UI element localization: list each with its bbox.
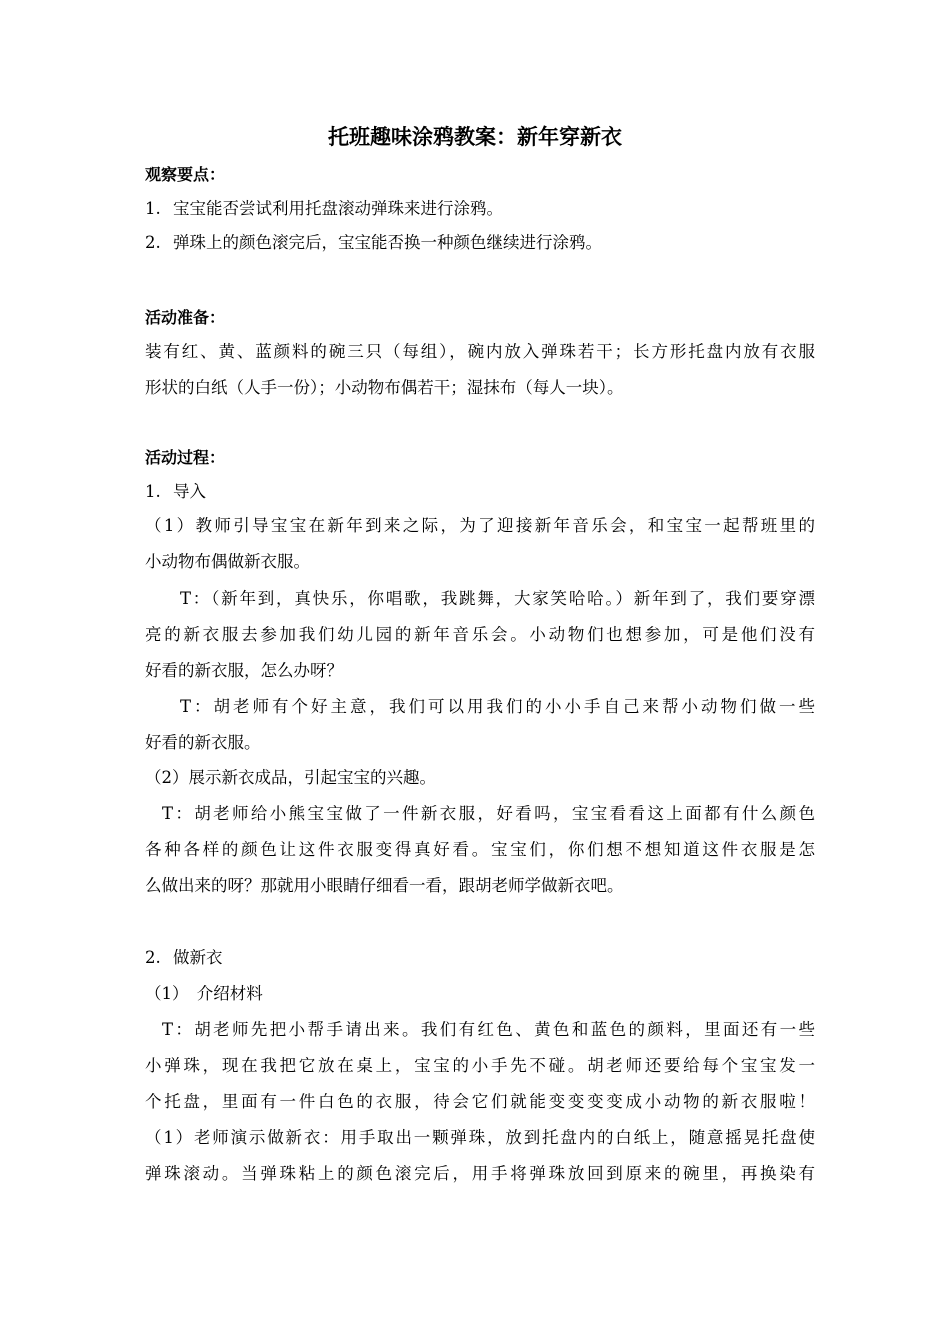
observe-item-1-num: 1. [145, 199, 161, 218]
observe-item-1 [145, 197, 815, 221]
process-line-6: T：胡老师有个好主意，我们可以用我们的小小手自己来帮小动物们做一些 [180, 697, 815, 716]
step-1 [145, 480, 815, 504]
step-1-label: 导入 [173, 482, 206, 501]
step-2-num: 2. [145, 948, 161, 967]
process-line-5: 好看的新衣服，怎么办呀？ [145, 661, 343, 680]
process-line-2: 小动物布偶做新衣服。 [145, 552, 310, 571]
process-line-11: 么做出来的呀？那就用小眼睛仔细看一看，跟胡老师学做新衣吧。 [145, 876, 624, 895]
process-line-8: （2）展示新衣成品，引起宝宝的兴趣。 [145, 768, 436, 787]
observe-item-2-text: 弹珠上的颜色滚完后，宝宝能否换一种颜色继续进行涂鸦。 [173, 233, 602, 252]
step-1-num: 1. [145, 482, 161, 501]
process2-line-4: （1）老师演示做新衣：用手取出一颗弹珠，放到托盘内的白纸上，随意摇晃托盘使 [145, 1128, 815, 1147]
observe-heading: 观察要点： [145, 165, 226, 184]
process2-line-3: 个托盘，里面有一件白色的衣服，待会它们就能变变变变成小动物的新衣服啦！ [145, 1092, 815, 1111]
prepare-line-1: 装有红、黄、蓝颜料的碗三只（每组），碗内放入弹珠若干；长方形托盘内放有衣服 [145, 342, 815, 361]
observe-item-1-text: 宝宝能否尝试利用托盘滚动弹珠来进行涂鸦。 [173, 199, 503, 218]
process-line-7: 好看的新衣服。 [145, 733, 261, 752]
process-heading: 活动过程： [145, 448, 226, 467]
process2-line-5: 弹珠滚动。当弹珠粘上的颜色滚完后，用手将弹珠放回到原来的碗里，再换染有 [145, 1164, 815, 1183]
process-line-4: 亮的新衣服去参加我们幼儿园的新年音乐会。小动物们也想参加，可是他们没有 [145, 625, 815, 644]
page-title: 托班趣味涂鸦教案：新年穿新衣 [328, 125, 622, 149]
observe-item-2 [145, 231, 815, 255]
step-2 [145, 946, 815, 970]
process2-line-1: T：胡老师先把小帮手请出来。我们有红色、黄色和蓝色的颜料，里面还有一些 [162, 1020, 815, 1039]
process-line-10: 各种各样的颜色让这件衣服变得真好看。宝宝们，你们想不想知道这件衣服是怎 [145, 840, 815, 859]
sub-step-1: （1） 介绍材料 [145, 984, 263, 1003]
process2-line-2: 小弹珠，现在我把它放在桌上，宝宝的小手先不碰。胡老师还要给每个宝宝发一 [145, 1056, 815, 1075]
prepare-line-2: 形状的白纸（人手一份）；小动物布偶若干；湿抹布（每人一块）。 [145, 378, 624, 397]
process-line-1: （1）教师引导宝宝在新年到来之际，为了迎接新年音乐会，和宝宝一起帮班里的 [145, 516, 815, 535]
prepare-heading: 活动准备： [145, 308, 226, 327]
process-line-3: T：（新年到，真快乐，你唱歌，我跳舞，大家笑哈哈。）新年到了，我们要穿漂 [180, 589, 815, 608]
step-2-label: 做新衣 [173, 948, 223, 967]
process-line-9: T：胡老师给小熊宝宝做了一件新衣服，好看吗，宝宝看看这上面都有什么颜色 [162, 804, 815, 823]
observe-item-2-num: 2. [145, 233, 161, 252]
